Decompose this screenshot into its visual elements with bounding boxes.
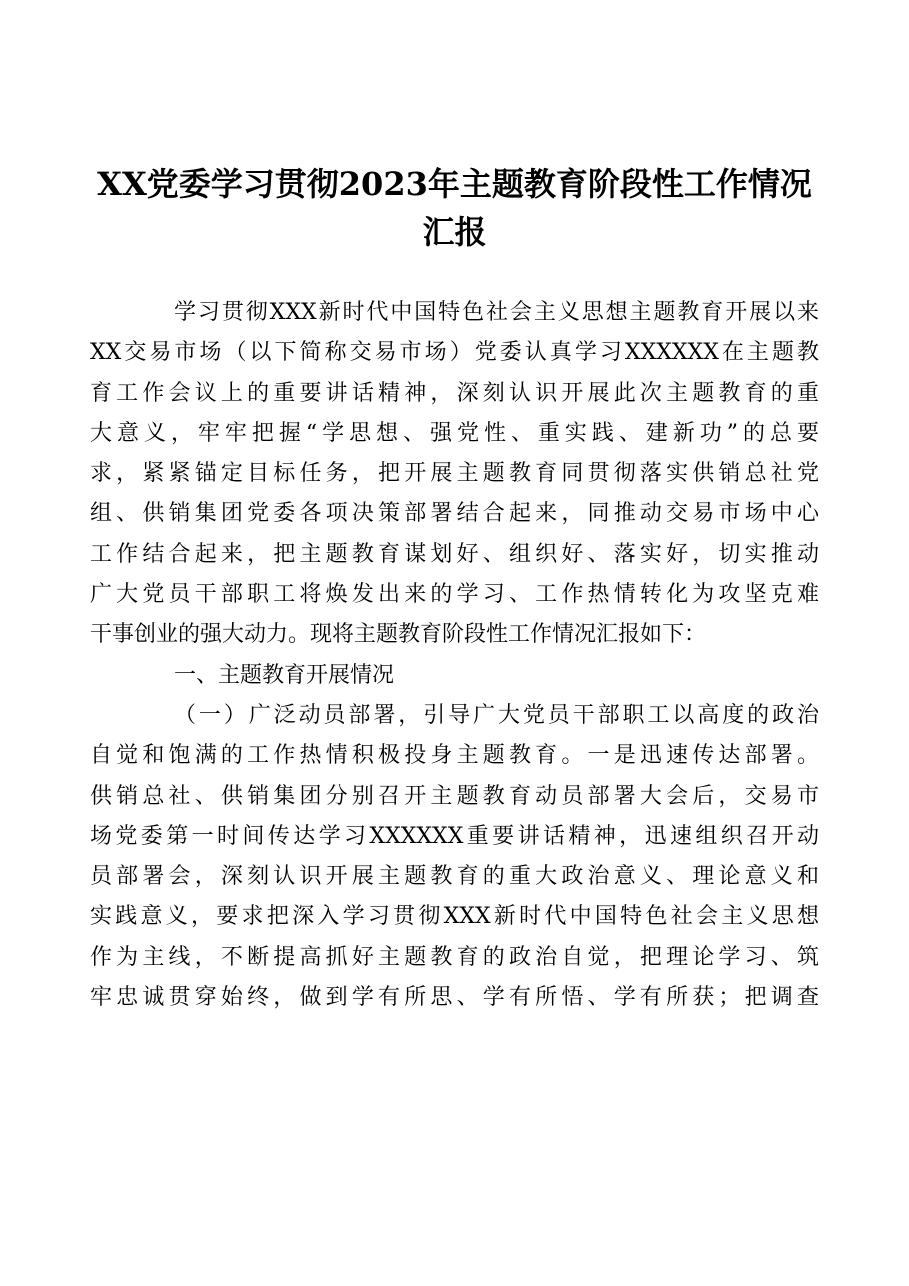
paragraph-2-line: 供销总社、供销集团分别召开主题教育动员部署大会后，交易市	[90, 783, 819, 809]
paragraph-2-line: 自觉和饱满的工作热情积极投身主题教育。一是迅速传达部署。	[90, 743, 819, 769]
document-title	[90, 160, 819, 256]
document-body	[90, 293, 819, 1018]
paragraph-2-line: 场党委第一时间传达学习XXXXXX重要讲话精神，迅速组织召开动	[90, 823, 819, 849]
paragraph-2-line: 牢忠诚贯穿始终，做到学有所思、学有所悟、学有所获；把调查	[90, 985, 819, 1011]
paragraph-2-line: 作为主线，不断提高抓好主题教育的政治自觉，把理论学习、筑	[90, 944, 819, 970]
paragraph-2-line: （一）广泛动员部署，引导广大党员干部职工以高度的政治	[174, 702, 819, 728]
paragraph-1-line: 大意义，牢牢把握“学思想、强党性、重实践、建新功”的总要	[90, 420, 819, 446]
paragraph-2-line: 员部署会，深刻认识开展主题教育的重大政治意义、理论意义和	[90, 864, 819, 890]
paragraph-1-line: XX交易市场（以下简称交易市场）党委认真学习XXXXXX在主题教	[90, 340, 819, 366]
paragraph-1-line: 组、供销集团党委各项决策部署结合起来，同推动交易市场中心	[90, 501, 819, 527]
paragraph-1-line: 广大党员干部职工将焕发出来的学习、工作热情转化为攻坚克难	[90, 582, 819, 608]
paragraph-1-line: 求，紧紧锚定目标任务，把开展主题教育同贯彻落实供销总社党	[90, 461, 819, 487]
section-heading: 一、主题教育开展情况	[174, 662, 395, 688]
title-line-1: XX党委学习贯彻2023年主题教育阶段性工作情况	[97, 165, 812, 203]
paragraph-1-line: 干事创业的强大动力。现将主题教育阶段性工作情况汇报如下：	[90, 622, 707, 648]
paragraph-2-line: 实践意义，要求把深入学习贯彻XXX新时代中国特色社会主义思想	[90, 904, 819, 930]
paragraph-1-line: 育工作会议上的重要讲话精神，深刻认识开展此次主题教育的重	[90, 380, 819, 406]
paragraph-1-line: 工作结合起来，把主题教育谋划好、组织好、落实好，切实推动	[90, 541, 819, 567]
title-line-2: 汇报	[422, 213, 487, 251]
paragraph-1-line: 学习贯彻XXX新时代中国特色社会主义思想主题教育开展以来	[174, 300, 819, 325]
